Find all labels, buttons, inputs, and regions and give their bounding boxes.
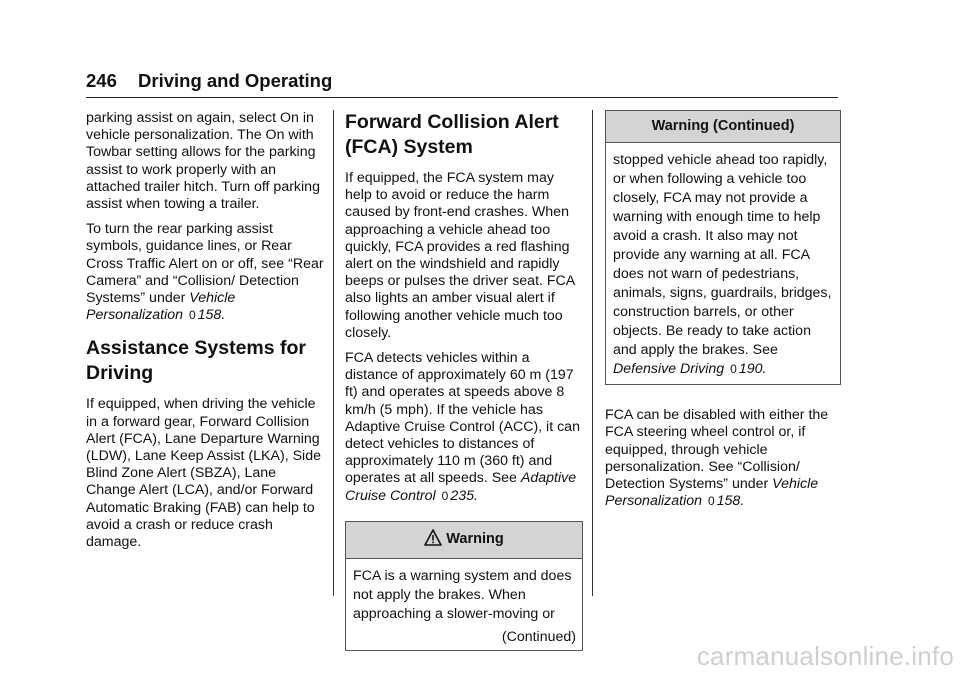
warning-header: Warning (Continued) [606,111,840,143]
column-divider [333,110,334,596]
paragraph-text: FCA can be disabled with either the FCA steering wheel control or, if equipped, through vehicle personalization. See “Collision/ Detection Systems” under [605,407,829,493]
paragraph-text: FCA detects vehicles within a distance of approximately 60 m (197 ft) and operates at speeds above 8 km/h (5 mph). If the vehicle has Adaptive Cruise Control (ACC), it can detect vehicles to distances of approximately 110 m (360 ft) and operates at all speeds. See [345,350,580,487]
warning-text: stopped vehicle ahead too rapidly, or when following a vehicle too closely, FCA may not provide a warning with enough time to help avoid a crash. It also may not provide any warning at all. FCA does not warn of pedestrians, animals, signs, guardrails, bridges, construction barrels, or other objects. Be ready to take action and apply the brakes. See [613,152,832,359]
page-number: 246 [86,70,117,91]
paragraph: If equipped, when driving the vehicle in a forward gear, Forward Collision Alert (FCA), Lane Departure Warning (LDW), Lane Keep Assist (LKA), Side Blind Zone Alert (SBZA), Lane Change Alert (LCA), and/or Forward Automatic Braking (FAB) can help to avoid a crash or reduce crash damage. [86,396,321,551]
warning-body: FCA is a warning system and does not apply the brakes. When approaching a slower-moving or [353,568,572,623]
page-reference[interactable]: 158 [197,307,222,324]
paragraph: FCA detects vehicles within a distance of approximately 60 m (197 ft) and operates at speeds above 8 km/h (5 mph). If the vehicle has Adaptive Cruise Control (ACC), it can detect vehicles to distances of approximately 110 m (360 ft) and operates at all speeds. See Adaptive Cruise Control 0 235. [345,350,580,504]
cross-reference-link[interactable]: Adaptive Cruise Control [345,470,577,504]
warning-header [346,522,582,559]
warning-box [345,521,583,651]
paragraph: To turn the rear parking assist symbols, guidance lines, or Rear Cross Traffic Alert on or off, see “Rear Camera” and “Collision/ Detection Systems” under Vehicle Personalization 0 158. [86,221,324,324]
warning-title: Warning [446,530,504,547]
watermark: carmanualsonline.info [696,641,954,671]
page-reference[interactable]: 158 [716,493,741,510]
section-heading: Forward Collision Alert (FCA) System [345,111,559,158]
section-title: Driving and Operating [138,70,333,91]
column-1 [86,110,324,559]
paragraph: parking assist on again, select On in vehicle personalization. The On with Towbar setting allows for the parking assist to work properly with an attached trailer hitch. Turn off parking assist when towing a trailer. [86,110,320,213]
paragraph: If equipped, the FCA system may help to avoid or reduce the harm caused by front-end crashes. When approaching a vehicle ahead too quickly, FCA provides a red flashing alert on the windshield and rapidly beeps or pulses the driver seat. FCA also lights an amber visual alert if following another vehicle much too closely. [345,170,575,341]
cross-reference-link[interactable]: Defensive Driving [613,361,725,378]
warning-triangle-icon [424,529,442,551]
page-ref-icon: 0 [441,488,449,503]
warning-box-continued [605,110,841,385]
section-heading: Assistance Systems for Driving [86,337,307,385]
warning-body: stopped vehicle ahead too rapidly, or when following a vehicle too closely, FCA may not provide a warning with enough time to help avoid a crash. It also may not provide any warning at all. FCA does not warn of pedestrians, animals, signs, guardrails, bridges, construction barrels, or other objects. Be ready to take action and apply the brakes. See Defensive Driving 0 190. [613,152,832,378]
page-ref-icon: 0 [730,362,737,377]
column-divider [592,110,593,596]
paragraph: FCA can be disabled with either the FCA steering wheel control or, if equipped, through vehicle personalization. See “Collision/ Detection Systems” under Vehicle Personalization 0 158. [605,407,829,510]
page-ref-icon: 0 [707,494,715,509]
column-2 [345,110,583,651]
header-rule [86,97,838,98]
cross-reference-link[interactable]: Vehicle Personalization [86,290,236,324]
paragraph-text: To turn the rear parking assist symbols, guidance lines, or Rear Cross Traffic Alert on or off, see “Rear Camera” and “Collision/ Detection Systems” under [86,221,324,307]
page-header [86,70,332,92]
continued-label: (Continued) [501,629,576,646]
cross-reference-link[interactable]: Vehicle Personalization [605,476,819,510]
page-reference[interactable]: 235 [450,487,474,504]
column-3 [605,110,841,518]
page-reference[interactable]: 190 [738,361,763,378]
page-ref-icon: 0 [188,308,196,323]
